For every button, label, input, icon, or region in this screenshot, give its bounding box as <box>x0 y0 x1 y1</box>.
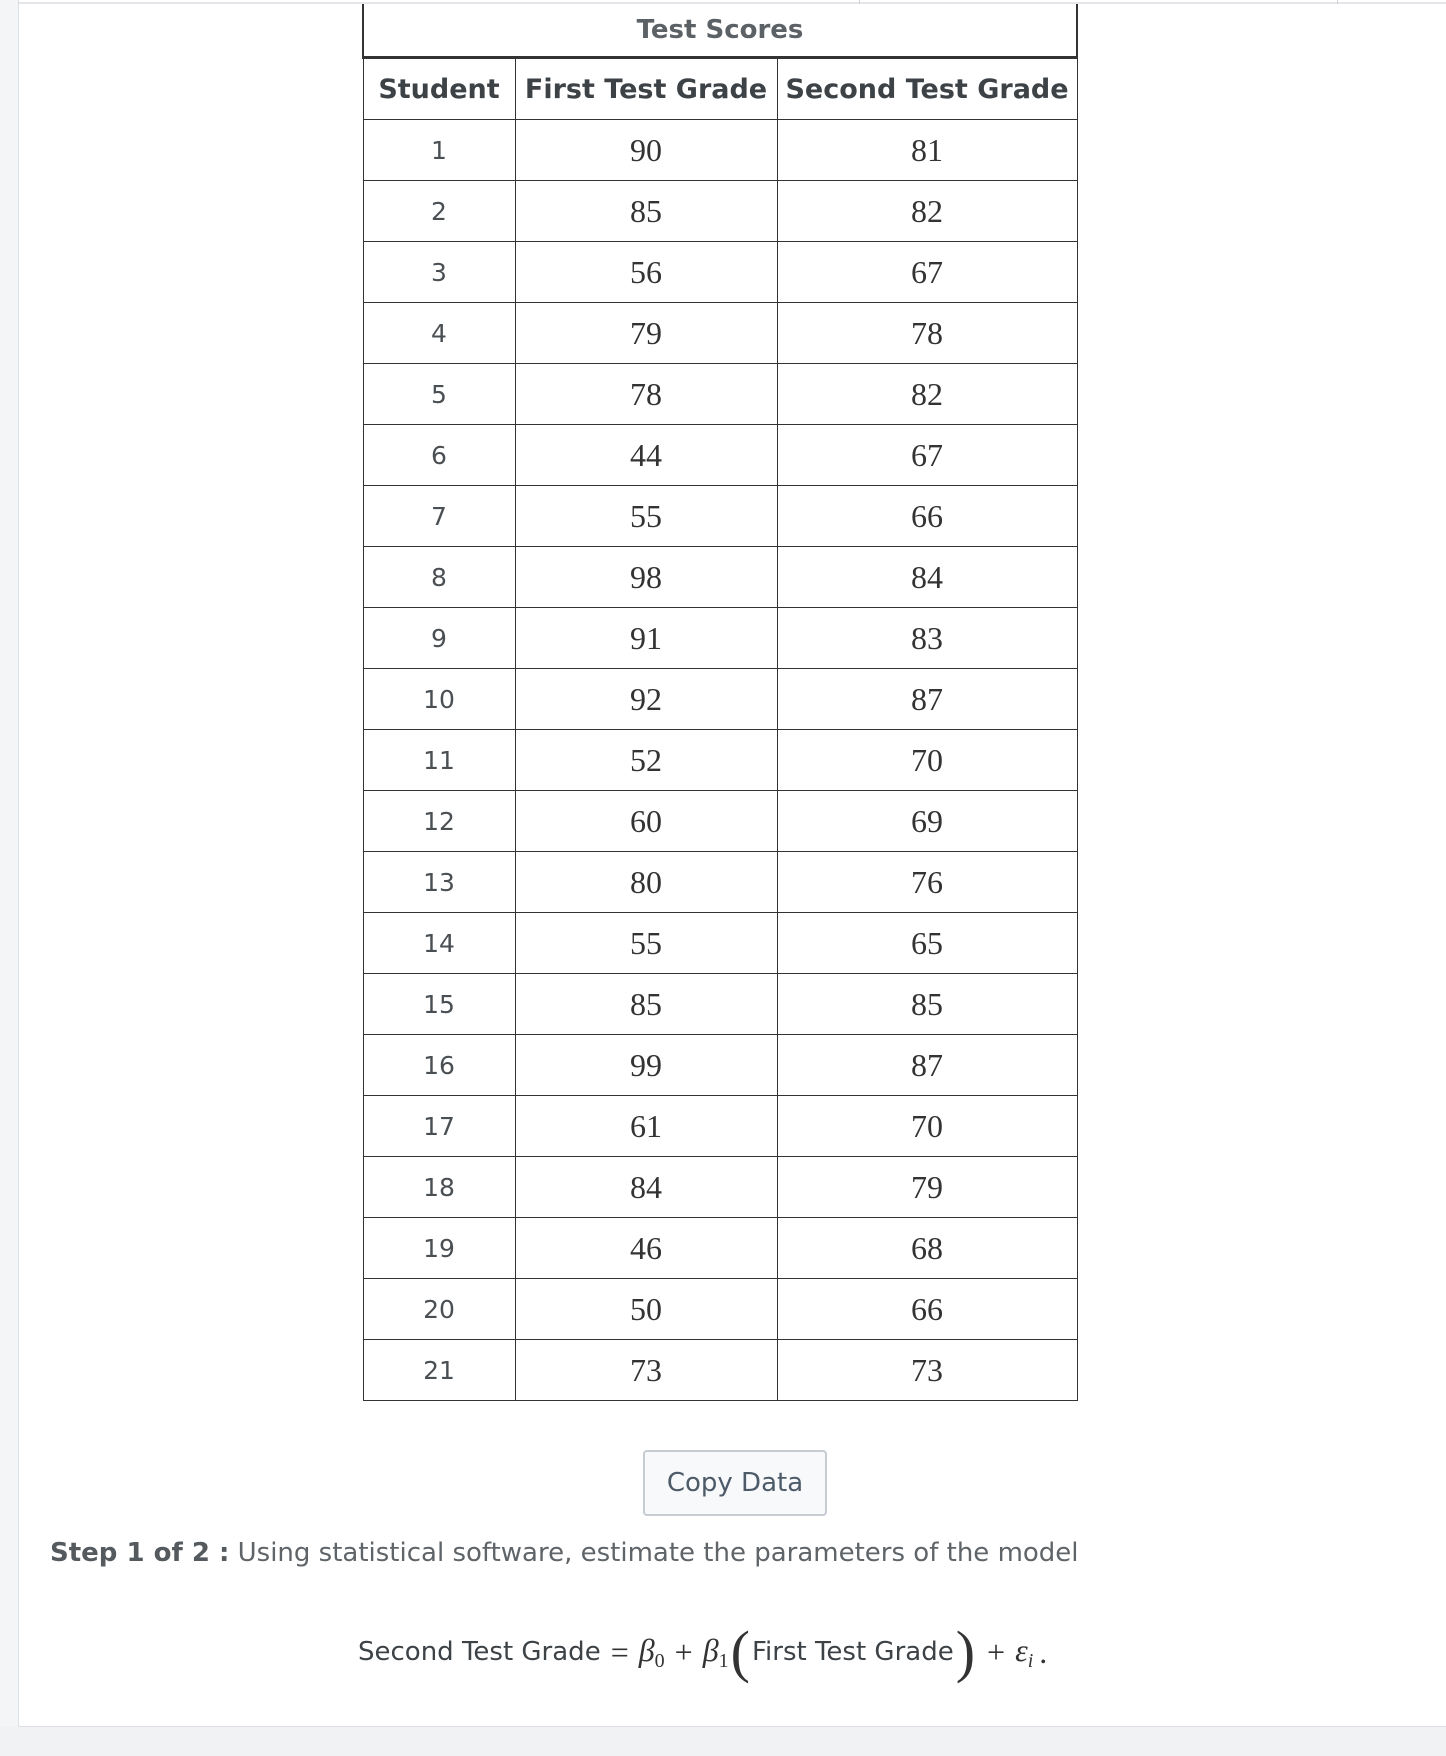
student-cell: 20 <box>363 1279 515 1340</box>
table-row <box>363 486 1077 547</box>
table-row <box>363 242 1077 303</box>
student-cell: 5 <box>363 364 515 425</box>
beta-one <box>703 1632 729 1673</box>
second-test-grade-cell: 70 <box>777 730 1077 791</box>
first-test-grade-cell: 85 <box>515 974 777 1035</box>
student-cell: 8 <box>363 547 515 608</box>
close-parenthesis: ) <box>955 1619 976 1684</box>
student-cell: 11 <box>363 730 515 791</box>
equation-predictor-variable: First Test Grade <box>751 1637 954 1667</box>
column-header-second-test-grade: Second Test Grade <box>777 58 1077 120</box>
first-test-grade-cell: 73 <box>515 1340 777 1401</box>
second-test-grade-cell: 84 <box>777 547 1077 608</box>
student-cell: 12 <box>363 791 515 852</box>
first-test-grade-cell: 80 <box>515 852 777 913</box>
open-parenthesis: ( <box>730 1619 750 1684</box>
equation-response-variable: Second Test Grade <box>358 1637 601 1667</box>
table-row <box>363 608 1077 669</box>
second-test-grade-cell: 68 <box>777 1218 1077 1279</box>
table-row <box>363 669 1077 730</box>
first-test-grade-cell: 99 <box>515 1035 777 1096</box>
student-cell: 19 <box>363 1218 515 1279</box>
second-test-grade-cell: 76 <box>777 852 1077 913</box>
table-row <box>363 1279 1077 1340</box>
subscript-zero: 0 <box>654 1649 665 1672</box>
table-row <box>363 303 1077 364</box>
first-test-grade-cell: 61 <box>515 1096 777 1157</box>
equals-sign: = <box>610 1633 629 1670</box>
first-test-grade-cell: 91 <box>515 608 777 669</box>
table-row <box>363 974 1077 1035</box>
table-row <box>363 181 1077 242</box>
table-row <box>363 1096 1077 1157</box>
first-test-grade-cell: 56 <box>515 242 777 303</box>
top-divider-tick <box>1337 0 1338 4</box>
table-row <box>363 120 1077 181</box>
student-cell: 6 <box>363 425 515 486</box>
table-row <box>363 730 1077 791</box>
plus-sign: + <box>674 1633 693 1670</box>
first-test-grade-cell: 90 <box>515 120 777 181</box>
student-cell: 14 <box>363 913 515 974</box>
student-cell: 16 <box>363 1035 515 1096</box>
table-row <box>363 425 1077 486</box>
table-row <box>363 791 1077 852</box>
student-cell: 15 <box>363 974 515 1035</box>
table-row <box>363 1218 1077 1279</box>
student-cell: 3 <box>363 242 515 303</box>
second-test-grade-cell: 67 <box>777 425 1077 486</box>
second-test-grade-cell: 69 <box>777 791 1077 852</box>
first-test-grade-cell: 55 <box>515 486 777 547</box>
table-body <box>363 120 1077 1401</box>
first-test-grade-cell: 78 <box>515 364 777 425</box>
subscript-one: 1 <box>718 1649 729 1672</box>
table-caption: Test Scores <box>363 4 1077 58</box>
step-text: Using statistical software, estimate the parameters of the model <box>237 1538 1079 1568</box>
first-test-grade-cell: 44 <box>515 425 777 486</box>
first-test-grade-cell: 92 <box>515 669 777 730</box>
equation-period: . <box>1039 1633 1048 1670</box>
second-test-grade-cell: 79 <box>777 1157 1077 1218</box>
step-instruction <box>50 1538 1079 1568</box>
student-cell: 7 <box>363 486 515 547</box>
table-row <box>363 1340 1077 1401</box>
second-test-grade-cell: 73 <box>777 1340 1077 1401</box>
student-cell: 17 <box>363 1096 515 1157</box>
second-test-grade-cell: 78 <box>777 303 1077 364</box>
step-label: Step 1 of 2 : <box>50 1538 230 1568</box>
table-row <box>363 1157 1077 1218</box>
table-row <box>363 364 1077 425</box>
first-test-grade-cell: 50 <box>515 1279 777 1340</box>
second-test-grade-cell: 81 <box>777 120 1077 181</box>
second-test-grade-cell: 85 <box>777 974 1077 1035</box>
column-header-student: Student <box>363 58 515 120</box>
first-test-grade-cell: 52 <box>515 730 777 791</box>
second-test-grade-cell: 87 <box>777 669 1077 730</box>
first-test-grade-cell: 85 <box>515 181 777 242</box>
second-test-grade-cell: 70 <box>777 1096 1077 1157</box>
table-row <box>363 547 1077 608</box>
student-cell: 2 <box>363 181 515 242</box>
column-header-first-test-grade: First Test Grade <box>515 58 777 120</box>
student-cell: 18 <box>363 1157 515 1218</box>
second-test-grade-cell: 66 <box>777 486 1077 547</box>
second-test-grade-cell: 83 <box>777 608 1077 669</box>
regression-model-equation <box>358 1618 1057 1686</box>
error-term <box>1015 1632 1033 1673</box>
second-test-grade-cell: 67 <box>777 242 1077 303</box>
second-test-grade-cell: 82 <box>777 364 1077 425</box>
student-cell: 10 <box>363 669 515 730</box>
second-test-grade-cell: 66 <box>777 1279 1077 1340</box>
first-test-grade-cell: 98 <box>515 547 777 608</box>
student-cell: 9 <box>363 608 515 669</box>
second-test-grade-cell: 87 <box>777 1035 1077 1096</box>
student-cell: 1 <box>363 120 515 181</box>
first-test-grade-cell: 60 <box>515 791 777 852</box>
copy-data-button[interactable]: Copy Data <box>643 1450 827 1516</box>
student-cell: 21 <box>363 1340 515 1401</box>
table-caption-row <box>363 4 1077 58</box>
subscript-i: i <box>1027 1649 1034 1672</box>
beta-zero <box>639 1632 665 1673</box>
student-cell: 4 <box>363 303 515 364</box>
first-test-grade-cell: 46 <box>515 1218 777 1279</box>
epsilon-symbol: ε <box>1015 1631 1028 1668</box>
table-row <box>363 913 1077 974</box>
student-cell: 13 <box>363 852 515 913</box>
table-header-row <box>363 58 1077 120</box>
beta-symbol: β <box>638 1631 655 1668</box>
first-test-grade-cell: 79 <box>515 303 777 364</box>
second-test-grade-cell: 65 <box>777 913 1077 974</box>
page-footer-strip <box>0 1727 1446 1756</box>
table-row <box>363 1035 1077 1096</box>
plus-sign: + <box>987 1633 1006 1670</box>
second-test-grade-cell: 82 <box>777 181 1077 242</box>
first-test-grade-cell: 84 <box>515 1157 777 1218</box>
first-test-grade-cell: 55 <box>515 913 777 974</box>
test-scores-table <box>362 4 1078 1401</box>
beta-symbol: β <box>702 1631 719 1668</box>
table-row <box>363 852 1077 913</box>
